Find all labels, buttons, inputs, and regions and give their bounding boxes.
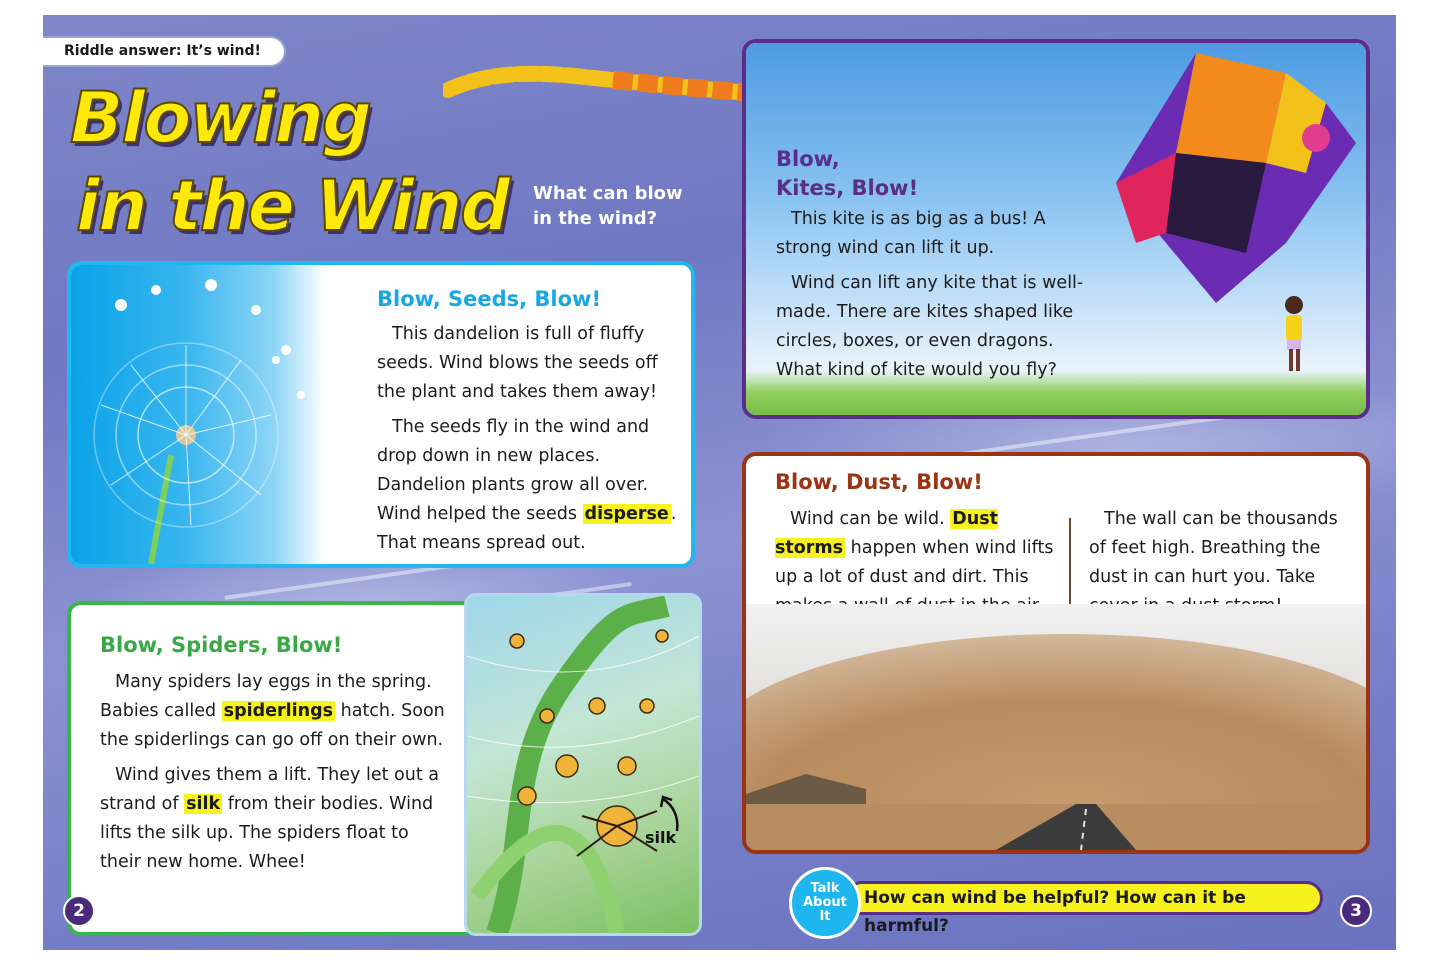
spiders-heading: Blow, Spiders, Blow! (100, 633, 343, 657)
discussion-question: How can wind be helpful? How can it be harmful? (845, 881, 1323, 915)
page-number-right: 3 (1340, 895, 1372, 927)
dust-heading: Blow, Dust, Blow! (775, 470, 983, 494)
page-title-line-2: in the Wind (76, 165, 509, 247)
seeds-text-after: . That means spread out. (377, 504, 677, 553)
dust-card (742, 452, 1370, 854)
spiders-text-after-2: from their bodies. Wind lifts the silk up. The spiders float to their new home. Whee! (100, 794, 434, 872)
subtitle-question: What can blow in the wind? (533, 183, 683, 229)
spider-illustration (464, 593, 702, 936)
dust-text-after: happen when wind lifts up a lot of dust and dirt. This (775, 538, 1054, 587)
vocab-silk: silk (186, 794, 221, 814)
talk-bubble-line-3: It (819, 909, 831, 924)
page-title-line-1: Blowing (70, 77, 371, 159)
spiders-text (100, 668, 445, 883)
kites-text (776, 205, 1091, 391)
magazine-spread (43, 15, 1396, 950)
talk-bubble-line-1: Talk (810, 881, 840, 896)
dandelion-illustration (71, 265, 326, 564)
kites-paragraph-2: Wind can lift any kite that is well-made. There are kites shaped like circles, boxes, or even dragons. What kind of kite would you fly? (776, 273, 1084, 380)
talk-about-it-badge (789, 867, 861, 939)
vocab-disperse: disperse (584, 504, 669, 524)
spiders-paragraph-1 (100, 668, 445, 755)
silk-label: silk (645, 828, 677, 847)
dandelion-icon (71, 265, 326, 564)
page-number-left: 2 (63, 895, 95, 927)
vocab-dust-storms: Dust storms (775, 509, 999, 558)
kites-heading-line-2: Kites, Blow! (776, 176, 919, 200)
seeds-text (377, 320, 677, 564)
talk-bubble-line-2: About (803, 895, 847, 910)
dust-paragraph-2: The wall can be thousands of feet high. Breathing the dust in can hurt you. Take (1089, 509, 1338, 587)
spider-icon (467, 596, 699, 933)
seeds-paragraph-2 (377, 413, 677, 558)
seeds-card (67, 261, 695, 568)
child-figure (1285, 296, 1303, 371)
spiders-paragraph-2 (100, 761, 445, 877)
seeds-paragraph-1: This dandelion is full of fluffy seeds. Wind blows the seeds off the plant and takes them away! (377, 324, 658, 402)
dust-storm-icon (746, 604, 1366, 850)
spiders-text-after-1: hatch. Soon the spiderlings can go off on their own. (100, 701, 445, 750)
dust-text-before: Wind can be wild. (790, 509, 945, 529)
spiders-text-before-1: Many spiders lay eggs in the spring. Babies called (100, 672, 432, 721)
kites-card (742, 39, 1370, 419)
seeds-heading: Blow, Seeds, Blow! (377, 287, 602, 311)
spiders-card (67, 601, 699, 936)
kites-heading (776, 145, 918, 203)
kites-heading-line-1: Blow, (776, 147, 840, 171)
riddle-answer: Riddle answer: It’s wind! (43, 36, 286, 67)
curved-arrow-icon (659, 793, 683, 833)
vocab-spiderlings: spiderlings (223, 701, 334, 721)
seeds-text-before: The seeds fly in the wind and drop down in new places. Dandelion plants grow all over. Wind helped the seeds (377, 417, 650, 524)
column-divider (1069, 518, 1071, 615)
dust-storm-photo (746, 604, 1366, 850)
spiders-text-before-2: Wind gives them a lift. They let out a strand of (100, 765, 439, 814)
kites-paragraph-1: This kite is as big as a bus! A strong wind can lift it up. (776, 209, 1046, 258)
